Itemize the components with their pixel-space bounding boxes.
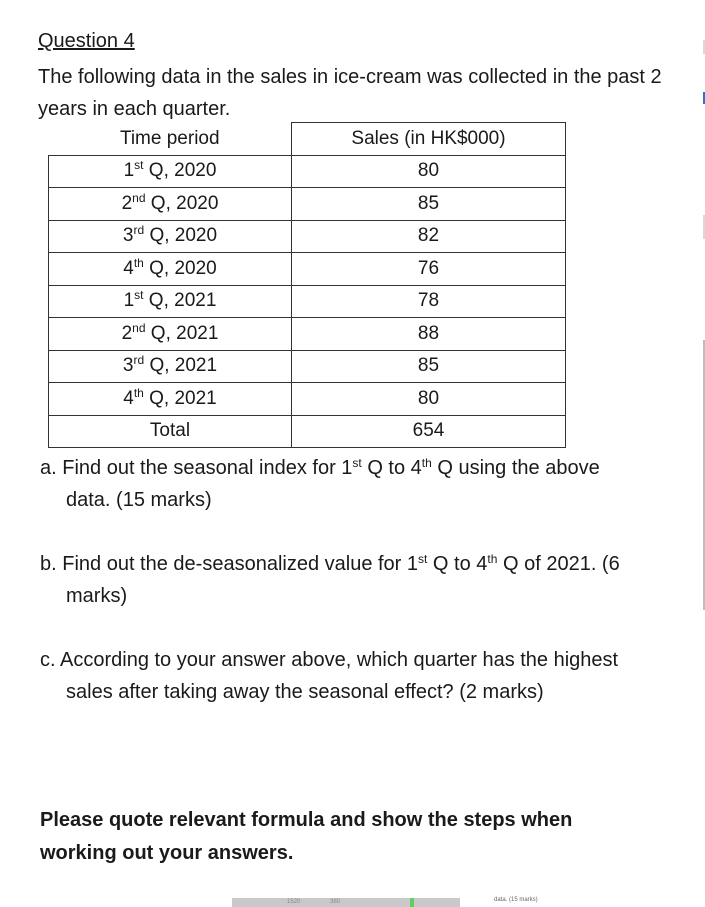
table-row <box>49 383 566 416</box>
thumb-caption: data. (15 marks) <box>494 897 538 903</box>
thumb-marker <box>410 898 414 907</box>
part-a-line2: data. (15 marks) <box>66 489 212 511</box>
instruction-note <box>40 804 652 870</box>
thumb-text: 1520 <box>287 899 301 905</box>
total-label: Total <box>49 415 292 448</box>
time-period-cell: 3rd Q, 2021 <box>49 350 292 383</box>
note-line1: Please quote relevant formula and show the steps when <box>40 809 573 831</box>
sales-cell: 85 <box>292 188 566 221</box>
table-row <box>49 188 566 221</box>
table-row <box>49 318 566 351</box>
sales-cell: 82 <box>292 220 566 253</box>
table-row <box>49 285 566 318</box>
sales-cell: 85 <box>292 350 566 383</box>
sales-cell: 78 <box>292 285 566 318</box>
note-line2: working out your answers. <box>40 842 294 864</box>
table-total-row <box>49 415 566 448</box>
sales-cell: 76 <box>292 253 566 286</box>
table-row <box>49 253 566 286</box>
total-value: 654 <box>292 415 566 448</box>
question-intro: The following data in the sales in ice-cream was collected in the past 2 years in each quarter. <box>38 66 662 120</box>
part-a: a. Find out the seasonal index for 1st Q to 4th Q using the above data. (15 marks) <box>40 452 660 516</box>
table-row <box>49 350 566 383</box>
part-c-line2: sales after taking away the seasonal effect? (2 marks) <box>66 681 544 703</box>
table-header-row <box>49 123 566 156</box>
sales-cell: 88 <box>292 318 566 351</box>
table-row <box>49 220 566 253</box>
time-period-cell: 1st Q, 2021 <box>49 285 292 318</box>
time-period-cell: 1st Q, 2020 <box>49 155 292 188</box>
question-heading: Question 4 <box>38 30 135 52</box>
thumb-text: 380 <box>330 899 341 905</box>
sales-table <box>48 122 566 448</box>
time-period-cell: 4th Q, 2021 <box>49 383 292 416</box>
part-c <box>40 644 660 708</box>
sales-cell: 80 <box>292 155 566 188</box>
part-b-line2: marks) <box>66 585 128 607</box>
table-row <box>49 155 566 188</box>
thumbnail-strip <box>232 898 460 907</box>
time-period-cell: 2nd Q, 2021 <box>49 318 292 351</box>
time-period-cell: 2nd Q, 2020 <box>49 188 292 221</box>
sales-cell: 80 <box>292 383 566 416</box>
header-time-period: Time period <box>49 123 292 156</box>
part-b: b. Find out the de-seasonalized value for 1st Q to 4th Q of 2021. (6 marks) <box>40 548 660 612</box>
time-period-cell: 3rd Q, 2020 <box>49 220 292 253</box>
part-c-line1: c. According to your answer above, which quarter has the highest <box>40 649 619 671</box>
header-sales: Sales (in HK$000) <box>292 123 566 156</box>
time-period-cell: 4th Q, 2020 <box>49 253 292 286</box>
